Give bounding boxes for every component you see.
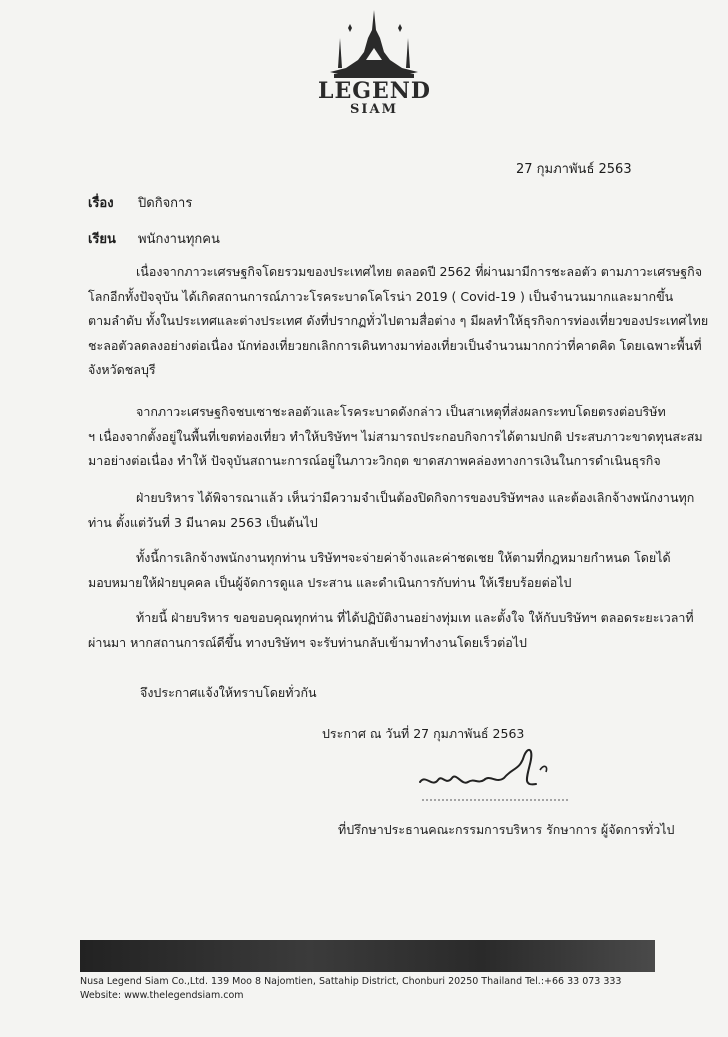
paragraph-line: จากภาวะเศรษฐกิจชบเซาชะลอตัวและโรคระบาดดังกล่าว เป็นสาเหตุที่ส่งผลกระทบโดยตรงต่อบริษัท bbox=[136, 404, 666, 419]
letter-date: 27 กุมภาพันธ์ 2563 bbox=[516, 162, 632, 177]
announcement-date: ประกาศ ณ วันที่ 27 กุมภาพันธ์ 2563 bbox=[322, 726, 525, 741]
paragraph-line: ชะลอตัวลดลงอย่างต่อเนื่อง นักท่องเที่ยวยกเลิกการเดินทางมาท่องเที่ยวเป็นจำนวนมากกว่าที่คาดคิด โดยเฉพาะพื้นที่ bbox=[88, 337, 702, 353]
paragraph-line: ท่าน ตั้งแต่วันที่ 3 มีนาคม 2563 เป็นต้นไป bbox=[88, 514, 318, 530]
logo-subtitle: SIAM bbox=[350, 102, 398, 117]
paragraph-line: ทั้งนี้การเลิกจ้างพนักงานทุกท่าน บริษัทฯจะจ่ายค่าจ้างและค่าชดเชย ให้ตามที่กฎหมายกำหนด โดยได้ bbox=[136, 550, 671, 565]
subject-value: ปิดกิจการ bbox=[138, 196, 193, 211]
body-paragraph-1 bbox=[88, 260, 709, 383]
footer-bar bbox=[80, 940, 655, 972]
footer-website: Website: www.thelegendsiam.com bbox=[80, 990, 244, 1001]
logo-wordmark: LEGEND bbox=[318, 78, 431, 104]
body-paragraph-4 bbox=[88, 546, 671, 595]
paragraph-line: มอบหมายให้ฝ่ายบุคคล เป็นผู้จัดการดูแล ประสาน และดำเนินการกับท่าน ให้เรียบร้อยต่อไป bbox=[88, 574, 572, 590]
paragraph-line: ผ่านมา หากสถานการณ์ดีขึ้น ทางบริษัทฯ จะรับท่านกลับเข้ามาทำงานโดยเร็วต่อไป bbox=[88, 634, 527, 650]
footer-address: Nusa Legend Siam Co.,Ltd. 139 Moo 8 Najomtien, Sattahip District, Chonburi 20250 Thailand Tel.:+66 33 073 333 bbox=[80, 976, 622, 987]
recipient-label: เรียน bbox=[88, 232, 116, 247]
paragraph-line: เนื่องจากภาวะเศรษฐกิจโดยรวมของประเทศไทย ตลอดปี 2562 ที่ผ่านมามีการชะลอตัว ตามภาวะเศรษฐกิจ bbox=[136, 264, 703, 279]
body-paragraph-2 bbox=[88, 400, 703, 474]
paragraph-line: ท้ายนี้ ฝ่ายบริหาร ขอขอบคุณทุกท่าน ที่ได้ปฏิบัติงานอย่างทุ่มเท และตั้งใจ ให้กับบริษัทฯ ตลอดระยะเวลาที่ bbox=[136, 610, 694, 625]
handwritten-signature bbox=[412, 740, 572, 810]
subject-label: เรื่อง bbox=[88, 196, 114, 211]
paragraph-line: ฯ เนื่องจากตั้งอยู่ในพื้นที่เขตท่องเที่ยว ทำให้บริษัทฯ ไม่สามารถประกอบกิจการได้ตามปกติ ประสบภาวะขาดทุนสะสม bbox=[88, 428, 703, 444]
legend-siam-logo bbox=[318, 8, 430, 120]
recipient-value: พนักงานทุกคน bbox=[138, 232, 220, 247]
body-paragraph-5 bbox=[88, 606, 694, 655]
temple-roof-icon bbox=[318, 8, 430, 80]
closing-text: จึงประกาศแจ้งให้ทราบโดยทั่วกัน bbox=[140, 685, 317, 700]
signer-title: ที่ปรึกษาประธานคณะกรรมการบริหาร รักษาการ ผู้จัดการทั่วไป bbox=[338, 822, 675, 837]
paragraph-line: มาอย่างต่อเนื่อง ทำให้ ปัจจุบันสถานะการณ์อยู่ในภาวะวิกฤต ขาดสภาพคล่องทางการเงินในการดำเนินธุรกิจ bbox=[88, 453, 661, 468]
paragraph-line: โลกอีกทั้งปัจจุบัน ได้เกิดสถานการณ์ภาวะโรคระบาดโคโรน่า 2019 ( Covid-19 ) เป็นจำนวนมากและมากขึ้น bbox=[88, 288, 674, 304]
body-paragraph-3 bbox=[88, 486, 695, 535]
paragraph-line: ฝ่ายบริหาร ได้พิจารณาแล้ว เห็นว่ามีความจำเป็นต้องปิดกิจการของบริษัทฯลง และต้องเลิกจ้างพนักงานทุก bbox=[136, 490, 695, 505]
paragraph-line: ตามลำดับ ทั้งในประเทศและต่างประเทศ ดังที่ปรากฏทั่วไปตามสื่อต่าง ๆ มีผลทำให้ธุรกิจการท่องเที่ยวของประเทศไทย bbox=[88, 313, 709, 328]
paragraph-line: จังหวัดชลบุรี bbox=[88, 362, 156, 377]
